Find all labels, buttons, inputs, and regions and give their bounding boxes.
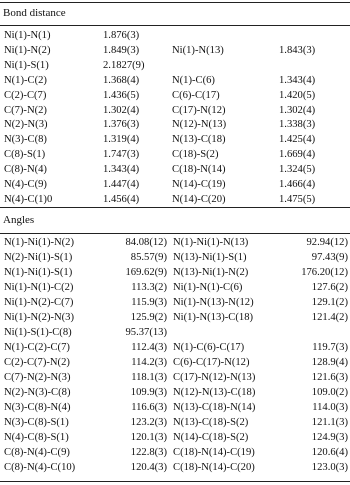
angle-row-label-1: N(2)-Ni(1)-S(1) <box>4 252 73 263</box>
bond-row-label-2: N(14)-C(19) <box>172 179 226 190</box>
bond-row-label-1: N(4)-C(9) <box>4 179 47 190</box>
bond-row-label-2: N(14)-C(20) <box>172 193 226 205</box>
angle-row-label-1: N(4)-C(8)-S(1) <box>4 432 69 443</box>
bond-row-value-2: 1.669(4) <box>279 149 316 161</box>
angle-row-label-2: C(18)-N(14)-C(20) <box>173 462 255 473</box>
angle-row-value-2: 127.6(2) <box>311 282 348 293</box>
bond-row <box>0 104 350 118</box>
angle-row <box>0 386 350 400</box>
bond-row-value-1: 1.376(3) <box>103 119 140 131</box>
bond-row <box>0 118 350 132</box>
angle-row-value-1: 169.62(9) <box>125 267 167 278</box>
angle-row-value-2: 121.6(3) <box>311 372 348 383</box>
angle-row <box>0 401 350 415</box>
angle-row-label-2: N(1)-Ni(1)-N(13) <box>173 237 249 248</box>
angle-row <box>0 296 350 310</box>
bond-row-value-1: 1.876(3) <box>103 30 140 41</box>
bond-row-label-2: C(17)-N(12) <box>172 104 226 116</box>
angle-row-label-1: C(2)-C(7)-N(2) <box>4 357 70 368</box>
bond-row-value-1: 1.436(5) <box>103 89 140 101</box>
angle-row-label-2: N(12)-N(13)-C(18) <box>173 387 256 398</box>
angle-row <box>0 251 350 265</box>
bond-row <box>0 133 350 147</box>
angle-row-label-2: C(6)-C(17)-N(12) <box>173 357 250 368</box>
bond-row-label-1: C(7)-N(2) <box>4 104 47 116</box>
angle-row-value-1: 115.9(3) <box>131 297 167 308</box>
angle-row-value-2: 176.20(12) <box>301 267 348 278</box>
bond-row-value-1: 1.456(4) <box>103 193 140 205</box>
angle-row-label-1: N(3)-C(8)-S(1) <box>4 417 69 428</box>
angle-row-value-2: 97.43(9) <box>311 252 348 263</box>
bond-row-value-2: 1.338(3) <box>279 119 316 131</box>
angle-header-rule <box>0 233 350 234</box>
bond-row-label-1: Ni(1)-N(1) <box>4 30 51 41</box>
bond-row-label-2: N(1)-C(6) <box>172 74 215 86</box>
angle-row <box>0 311 350 325</box>
angle-row <box>0 281 350 295</box>
angle-row-value-2: 109.0(2) <box>311 387 348 398</box>
bond-row-value-2: 1.466(4) <box>279 179 316 190</box>
bond-row-label-2: Ni(1)-N(13) <box>172 44 224 56</box>
bond-row-value-1: 1.343(4) <box>103 164 140 176</box>
angle-row <box>0 341 350 355</box>
angle-row <box>0 461 350 475</box>
angle-row-value-2: 121.4(2) <box>311 312 348 323</box>
bond-row <box>0 148 350 162</box>
bond-row-label-2: N(12)-N(13) <box>172 119 227 131</box>
angle-row-value-1: 123.2(3) <box>130 417 167 428</box>
angle-row-label-1: C(8)-N(4)-C(10) <box>4 462 76 473</box>
angle-row-value-1: 114.2(3) <box>131 357 167 368</box>
angle-row-label-1: C(7)-N(2)-N(3) <box>4 372 71 383</box>
angle-row-label-2: N(13)-Ni(1)-N(2) <box>173 267 249 278</box>
angle-row-value-1: 95.37(13) <box>125 327 167 338</box>
bond-row-value-2: 1.343(4) <box>279 74 316 86</box>
angle-row-label-2: N(13)-Ni(1)-S(1) <box>173 252 247 263</box>
angle-row-label-2: Ni(1)-N(13)-N(12) <box>173 297 254 308</box>
angle-row-value-1: 120.4(3) <box>130 462 167 473</box>
bond-row <box>0 163 350 177</box>
bond-row <box>0 29 350 43</box>
angle-row-value-2: 128.9(4) <box>311 357 348 368</box>
bond-header-rule <box>0 25 350 26</box>
angle-row-label-1: Ni(1)-N(1)-C(2) <box>4 282 74 293</box>
angle-section-title: Angles <box>3 214 35 226</box>
bond-row-value-2: 1.475(5) <box>279 193 316 205</box>
angle-row <box>0 431 350 445</box>
angle-row-value-2: 119.7(3) <box>312 342 348 353</box>
bond-row <box>0 89 350 103</box>
bond-row-value-2: 1.843(3) <box>279 44 316 56</box>
bottom-rule <box>0 481 350 482</box>
angle-row-label-1: Ni(1)-S(1)-C(8) <box>4 327 72 338</box>
bond-row-label-1: Ni(1)-N(2) <box>4 44 51 56</box>
angle-row-value-2: 121.1(3) <box>311 417 348 428</box>
angle-row-value-1: 116.6(3) <box>131 402 167 413</box>
angle-row-label-2: C(18)-N(14)-C(19) <box>173 447 255 458</box>
bond-row-value-2: 1.420(5) <box>279 89 316 101</box>
bond-row <box>0 44 350 58</box>
bond-section-title: Bond distance <box>3 7 66 19</box>
angle-row-value-1: 125.9(2) <box>130 312 167 323</box>
angle-row-value-2: 123.0(3) <box>311 462 348 473</box>
bond-row-label-2: N(13)-C(18) <box>172 134 226 146</box>
angle-row-label-2: N(13)-C(18)-S(2) <box>173 417 249 428</box>
angle-row-value-2: 114.0(3) <box>312 402 348 413</box>
angle-row-label-1: N(1)-Ni(1)-S(1) <box>4 267 73 278</box>
bond-row-value-1: 1.368(4) <box>103 74 140 86</box>
top-rule <box>0 2 350 3</box>
bond-row <box>0 178 350 192</box>
angle-row-label-2: N(13)-C(18)-N(14) <box>173 402 256 413</box>
angle-row-value-1: 120.1(3) <box>130 432 167 443</box>
bond-row-value-1: 1.302(4) <box>103 104 140 116</box>
angle-row-label-1: Ni(1)-N(2)-N(3) <box>4 312 75 323</box>
bond-row-label-2: C(18)-S(2) <box>172 149 219 161</box>
angle-row <box>0 326 350 340</box>
bond-row-value-1: 1.747(3) <box>103 149 140 161</box>
bond-row-label-1: C(2)-C(7) <box>4 89 47 101</box>
angle-row <box>0 266 350 280</box>
bond-row-value-1: 2.1827(9) <box>103 59 145 71</box>
angle-row-label-2: N(14)-C(18)-S(2) <box>173 432 249 443</box>
bond-row-label-1: N(4)-C(1)0 <box>4 193 53 205</box>
angle-row <box>0 371 350 385</box>
angle-row-value-1: 118.1(3) <box>131 372 167 383</box>
bond-row-value-1: 1.447(4) <box>103 179 140 190</box>
angle-row-value-2: 120.6(4) <box>311 447 348 458</box>
bond-row-label-1: C(8)-N(4) <box>4 164 47 176</box>
angle-row-label-1: Ni(1)-N(2)-C(7) <box>4 297 74 308</box>
bond-row <box>0 59 350 73</box>
bond-row-label-2: C(6)-C(17) <box>172 89 220 101</box>
angle-row-label-2: C(17)-N(12)-N(13) <box>173 372 256 383</box>
angle-row-label-2: Ni(1)-N(13)-C(18) <box>173 312 254 323</box>
bond-row-label-2: C(18)-N(14) <box>172 164 226 176</box>
angle-row-label-1: N(1)-Ni(1)-N(2) <box>4 237 75 248</box>
bond-row-value-2: 1.425(4) <box>279 134 316 146</box>
angle-row-value-1: 113.3(2) <box>131 282 167 293</box>
angle-row-value-1: 84.08(12) <box>125 237 167 248</box>
angle-row-value-1: 112.4(3) <box>131 342 167 353</box>
angle-row <box>0 416 350 430</box>
angle-row-value-1: 122.8(3) <box>130 447 167 458</box>
angle-row <box>0 356 350 370</box>
angle-row-value-2: 129.1(2) <box>311 297 348 308</box>
bond-row-label-1: C(8)-S(1) <box>4 149 46 161</box>
bond-row-value-1: 1.849(3) <box>103 44 140 56</box>
angle-row-label-1: N(2)-N(3)-C(8) <box>4 387 71 398</box>
bond-row-value-2: 1.324(5) <box>279 164 316 176</box>
angle-row-label-2: Ni(1)-N(1)-C(6) <box>173 282 243 293</box>
angle-row-label-1: N(1)-C(2)-C(7) <box>4 342 70 353</box>
angle-row-value-1: 85.57(9) <box>130 252 167 263</box>
bond-row-label-1: N(2)-N(3) <box>4 119 48 131</box>
angle-row-value-2: 92.94(12) <box>306 237 348 248</box>
angle-row <box>0 446 350 460</box>
angle-row-label-1: N(3)-C(8)-N(4) <box>4 402 71 413</box>
bond-row-label-1: N(3)-C(8) <box>4 134 47 146</box>
bond-row <box>0 193 350 207</box>
bond-row <box>0 74 350 88</box>
angle-row-value-2: 124.9(3) <box>311 432 348 443</box>
angle-row-label-1: C(8)-N(4)-C(9) <box>4 447 70 458</box>
angle-row-value-1: 109.9(3) <box>130 387 167 398</box>
bond-row-value-2: 1.302(4) <box>279 104 316 116</box>
angle-row-label-2: N(1)-C(6)-C(17) <box>173 342 245 353</box>
bond-bottom-rule <box>0 207 350 208</box>
bond-row-label-1: N(1)-C(2) <box>4 74 47 86</box>
bond-row-label-1: Ni(1)-S(1) <box>4 59 49 71</box>
angle-row <box>0 236 350 250</box>
bond-row-value-1: 1.319(4) <box>103 134 140 146</box>
